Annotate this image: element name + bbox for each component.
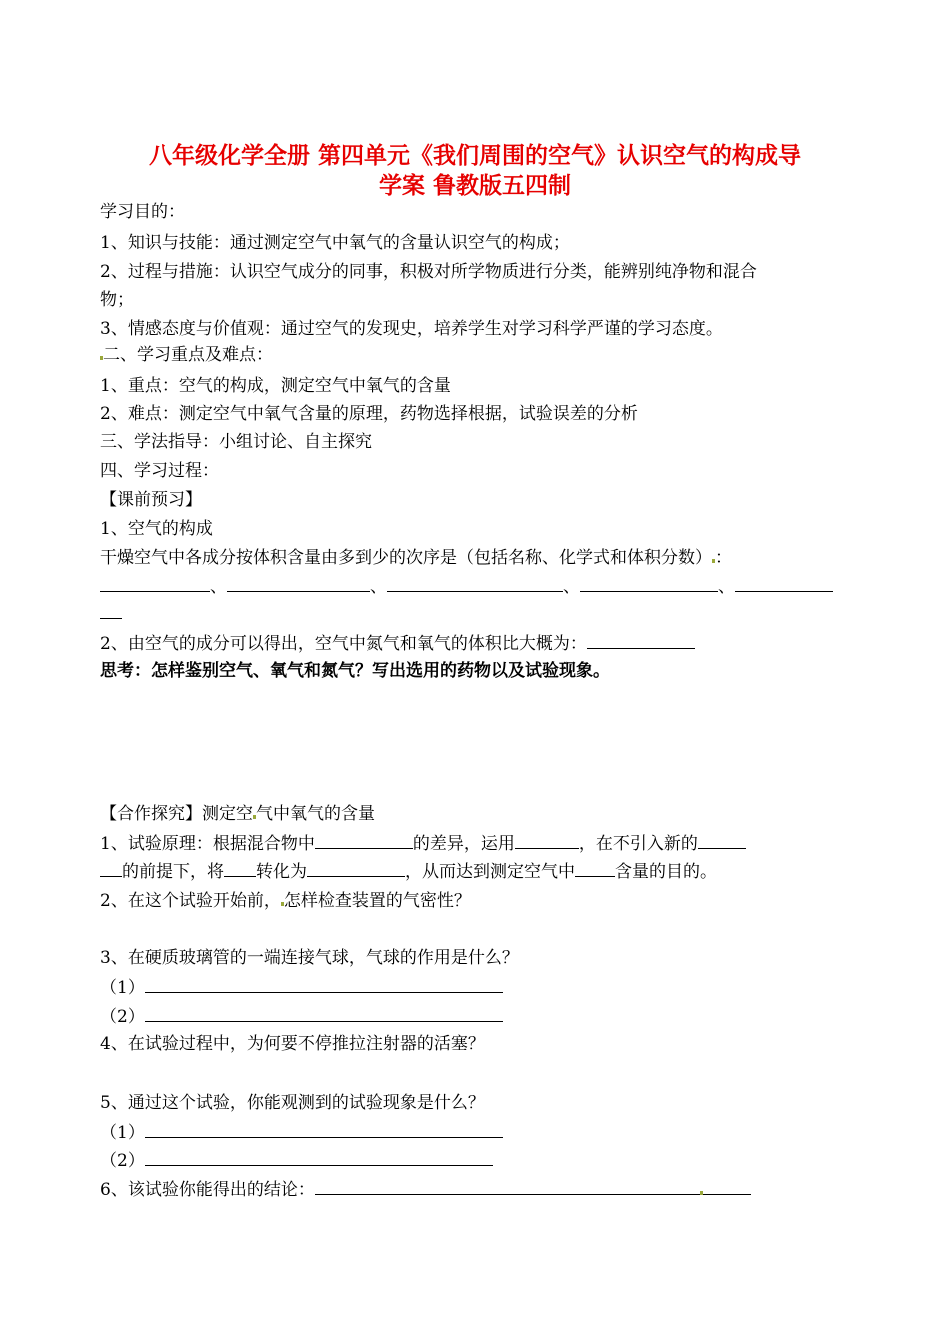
- answer-blank[interactable]: [580, 575, 718, 592]
- coop-q2: 2、在这个试验开始前， 怎样检查装置的气密性？: [100, 891, 471, 911]
- objective-3: 3、情感态度与价值观：通过空气的发现史，培养学生对学习科学严谨的学习态度。: [100, 319, 723, 339]
- coop-q3-answer-2: （2）: [100, 1005, 503, 1028]
- coop-q4: 4、在试验过程中，为何要不停推拉注射器的活塞？: [100, 1034, 485, 1054]
- preview-q1-title: 1、空气的构成: [100, 519, 213, 539]
- coop-q3: 3、在硬质玻璃管的一端连接气球，气球的作用是什么？: [100, 948, 519, 968]
- coop-q3-answer-1: （1）: [100, 976, 503, 999]
- answer-blank[interactable]: [145, 976, 503, 993]
- preview-label: 【课前预习】: [100, 490, 202, 510]
- answer-blank[interactable]: [315, 1178, 700, 1195]
- preview-q1-answer-blanks: 、 、 、 、: [100, 575, 833, 598]
- key-point-1: 1、重点：空气的构成，测定空气中氧气的含量: [100, 376, 451, 396]
- think-question: 思考：怎样鉴别空气、氧气和氮气？写出选用的药物以及试验现象。: [100, 661, 610, 681]
- answer-blank[interactable]: [698, 832, 746, 849]
- coop-q5-answer-2: （2）: [100, 1149, 493, 1172]
- key-points-heading: 二、学习重点及难点：: [100, 344, 273, 366]
- preview-q1-text: 干燥空气中各成分按体积含量由多到少的次序是（包括名称、化学式和体积分数） ：: [100, 548, 732, 568]
- answer-blank[interactable]: [575, 860, 615, 877]
- answer-blank[interactable]: [100, 575, 210, 592]
- document-title: [90, 141, 860, 201]
- title-line-2: 学案 鲁教版五四制: [378, 173, 571, 199]
- process-heading: 四、学习过程：: [100, 461, 219, 481]
- answer-blank[interactable]: [515, 832, 579, 849]
- answer-blank[interactable]: [224, 860, 256, 877]
- answer-blank[interactable]: [100, 860, 122, 877]
- answer-blank[interactable]: [587, 632, 695, 649]
- coop-q1-line2: 的前提下，将 转化为 ，从而达到测定空气中 含量的目的。: [100, 860, 717, 883]
- answer-blank[interactable]: [307, 860, 405, 877]
- answer-blank[interactable]: [227, 575, 370, 592]
- answer-blank[interactable]: [145, 1121, 503, 1138]
- answer-blank[interactable]: [387, 575, 563, 592]
- preview-q1-answer-blank-cont: [100, 602, 122, 625]
- coop-q5-answer-1: （1）: [100, 1121, 503, 1144]
- answer-blank[interactable]: [145, 1005, 503, 1022]
- answer-blank[interactable]: [735, 575, 833, 592]
- answer-blank[interactable]: [145, 1149, 493, 1166]
- objective-2-cont: 物；: [100, 290, 134, 310]
- coop-q6: 6、该试验你能得出的结论：: [100, 1178, 751, 1201]
- title-line-1: 八年级化学全册 第四单元《我们周围的空气》认识空气的构成导: [148, 143, 801, 169]
- answer-blank[interactable]: [315, 832, 413, 849]
- coop-q1-line1: 1、试验原理：根据混合物中 的差异，运用 ，在不引入新的: [100, 832, 746, 855]
- objective-2: 2、过程与措施：认识空气成分的同事，积极对所学物质进行分类，能辨别纯净物和混合: [100, 262, 757, 282]
- answer-blank[interactable]: [703, 1178, 751, 1195]
- key-point-2: 2、难点：测定空气中氧气含量的原理，药物选择根据，试验误差的分析: [100, 404, 638, 424]
- objectives-heading: 学习目的：: [100, 202, 185, 222]
- objective-1: 1、知识与技能：通过测定空气中氧气的含量认识空气的构成；: [100, 233, 570, 253]
- answer-blank[interactable]: [100, 602, 122, 619]
- method-guidance: 三、学法指导：小组讨论、自主探究: [100, 432, 372, 452]
- coop-q5: 5、通过这个试验，你能观测到的试验现象是什么？: [100, 1093, 485, 1113]
- preview-q2: 2、由空气的成分可以得出，空气中氮气和氧气的体积比大概为：: [100, 632, 695, 655]
- coop-heading: 【合作探究】测定空 气中氧气的含量: [100, 804, 375, 824]
